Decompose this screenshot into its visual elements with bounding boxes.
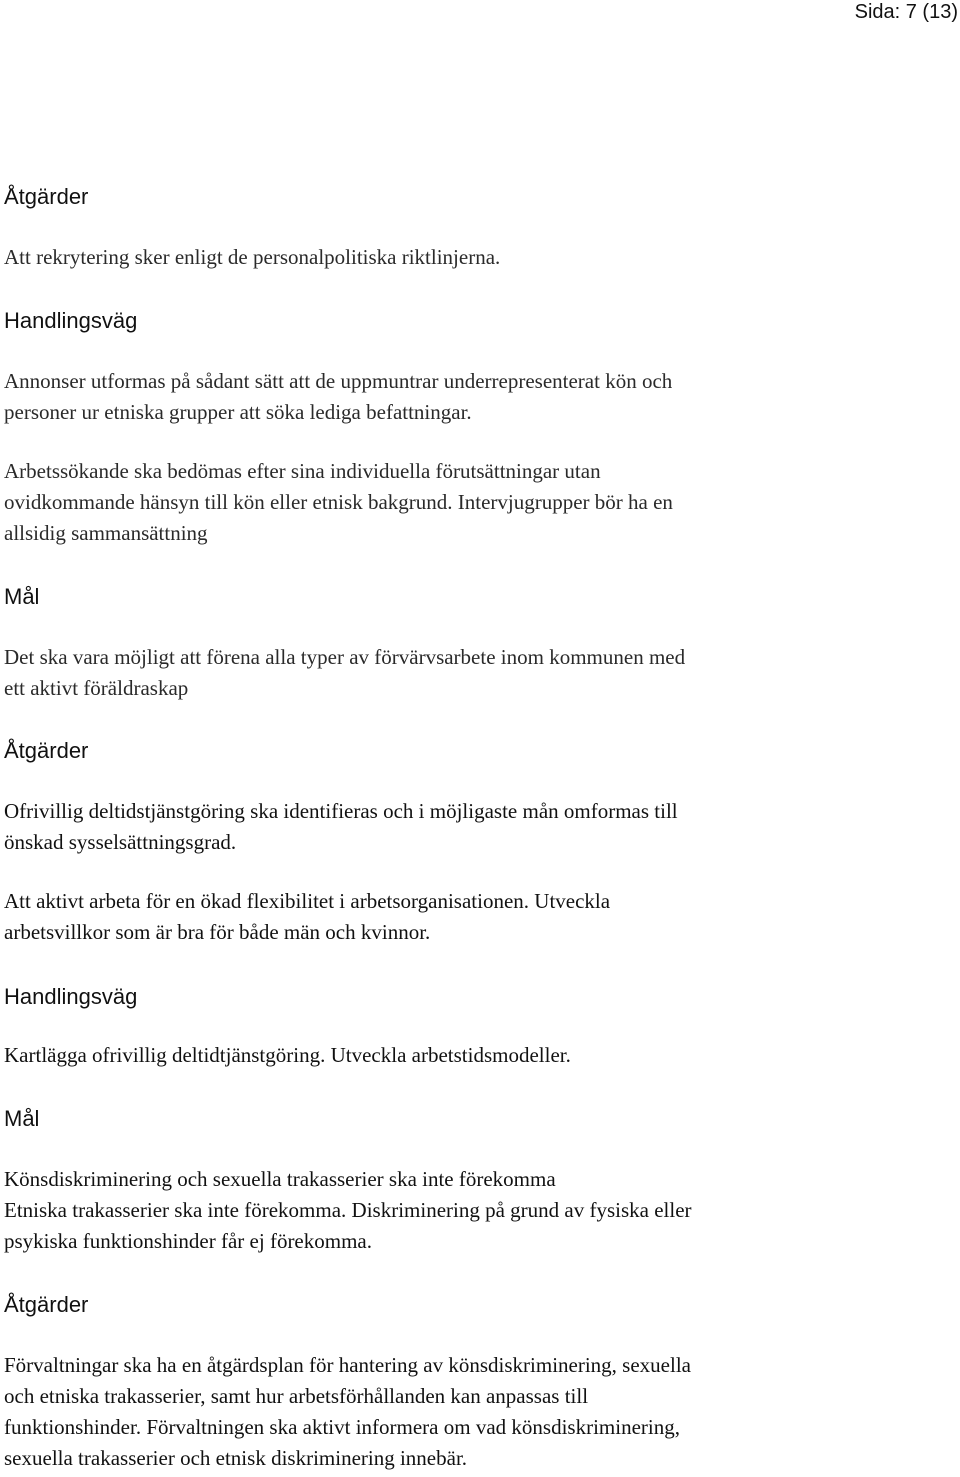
- paragraph: [4, 366, 904, 428]
- text-line: Arbetssökande ska bedömas efter sina individuella förutsättningar utan: [4, 459, 601, 483]
- text-line: Att rekrytering sker enligt de personalpolitiska riktlinjerna.: [4, 245, 501, 269]
- text-line: psykiska funktionshinder får ej förekomma.: [4, 1229, 372, 1253]
- paragraph: [4, 242, 904, 273]
- section-heading-atgarder: Åtgärder: [4, 1292, 89, 1317]
- text-line: sexuella trakasserier och etnisk diskriminering innebär.: [4, 1446, 468, 1470]
- paragraph: [4, 1040, 904, 1071]
- paragraph: [4, 796, 904, 858]
- section-heading-mal: Mål: [4, 584, 40, 609]
- text-line: Det ska vara möjligt att förena alla typer av förvärvsarbete inom kommunen med: [4, 645, 686, 669]
- text-line: Etniska trakasserier ska inte förekomma. Diskriminering på grund av fysiska eller: [4, 1198, 692, 1222]
- text-line: ett aktivt föräldraskap: [4, 676, 189, 700]
- page-number: Sida: 7 (13): [854, 1, 958, 23]
- section-heading-handlingsvag: Handlingsväg: [4, 308, 138, 333]
- text-line: Ofrivillig deltidstjänstgöring ska identifieras och i möjligaste mån omformas till: [4, 799, 678, 823]
- paragraph: [4, 886, 904, 948]
- section-heading-handlingsvag: Handlingsväg: [4, 984, 138, 1009]
- text-line: funktionshinder. Förvaltningen ska aktivt informera om vad könsdiskriminering,: [4, 1415, 680, 1439]
- text-line: Kartlägga ofrivillig deltidtjänstgöring. Utveckla arbetstidsmodeller.: [4, 1043, 571, 1067]
- text-line: allsidig sammansättning: [4, 521, 208, 545]
- section-heading-atgarder: Åtgärder: [4, 184, 89, 209]
- text-line: Könsdiskriminering och sexuella trakasserier ska inte förekomma: [4, 1167, 556, 1191]
- text-line: Att aktivt arbeta för en ökad flexibilitet i arbetsorganisationen. Utveckla: [4, 889, 611, 913]
- paragraph: [4, 456, 904, 549]
- paragraph: [4, 1164, 904, 1257]
- text-line: ovidkommande hänsyn till kön eller etnisk bakgrund. Intervjugrupper bör ha en: [4, 490, 673, 514]
- paragraph: [4, 642, 904, 704]
- section-heading-mal: Mål: [4, 1106, 40, 1131]
- paragraph: [4, 1350, 904, 1474]
- text-line: arbetsvillkor som är bra för både män och kvinnor.: [4, 920, 431, 944]
- text-line: Förvaltningar ska ha en åtgärdsplan för hantering av könsdiskriminering, sexuella: [4, 1353, 691, 1377]
- section-heading-atgarder: Åtgärder: [4, 738, 89, 763]
- text-line: och etniska trakasserier, samt hur arbetsförhållanden kan anpassas till: [4, 1384, 589, 1408]
- text-line: Annonser utformas på sådant sätt att de uppmuntrar underrepresenterat kön och: [4, 369, 673, 393]
- text-line: personer ur etniska grupper att söka lediga befattningar.: [4, 400, 472, 424]
- text-line: önskad sysselsättningsgrad.: [4, 830, 237, 854]
